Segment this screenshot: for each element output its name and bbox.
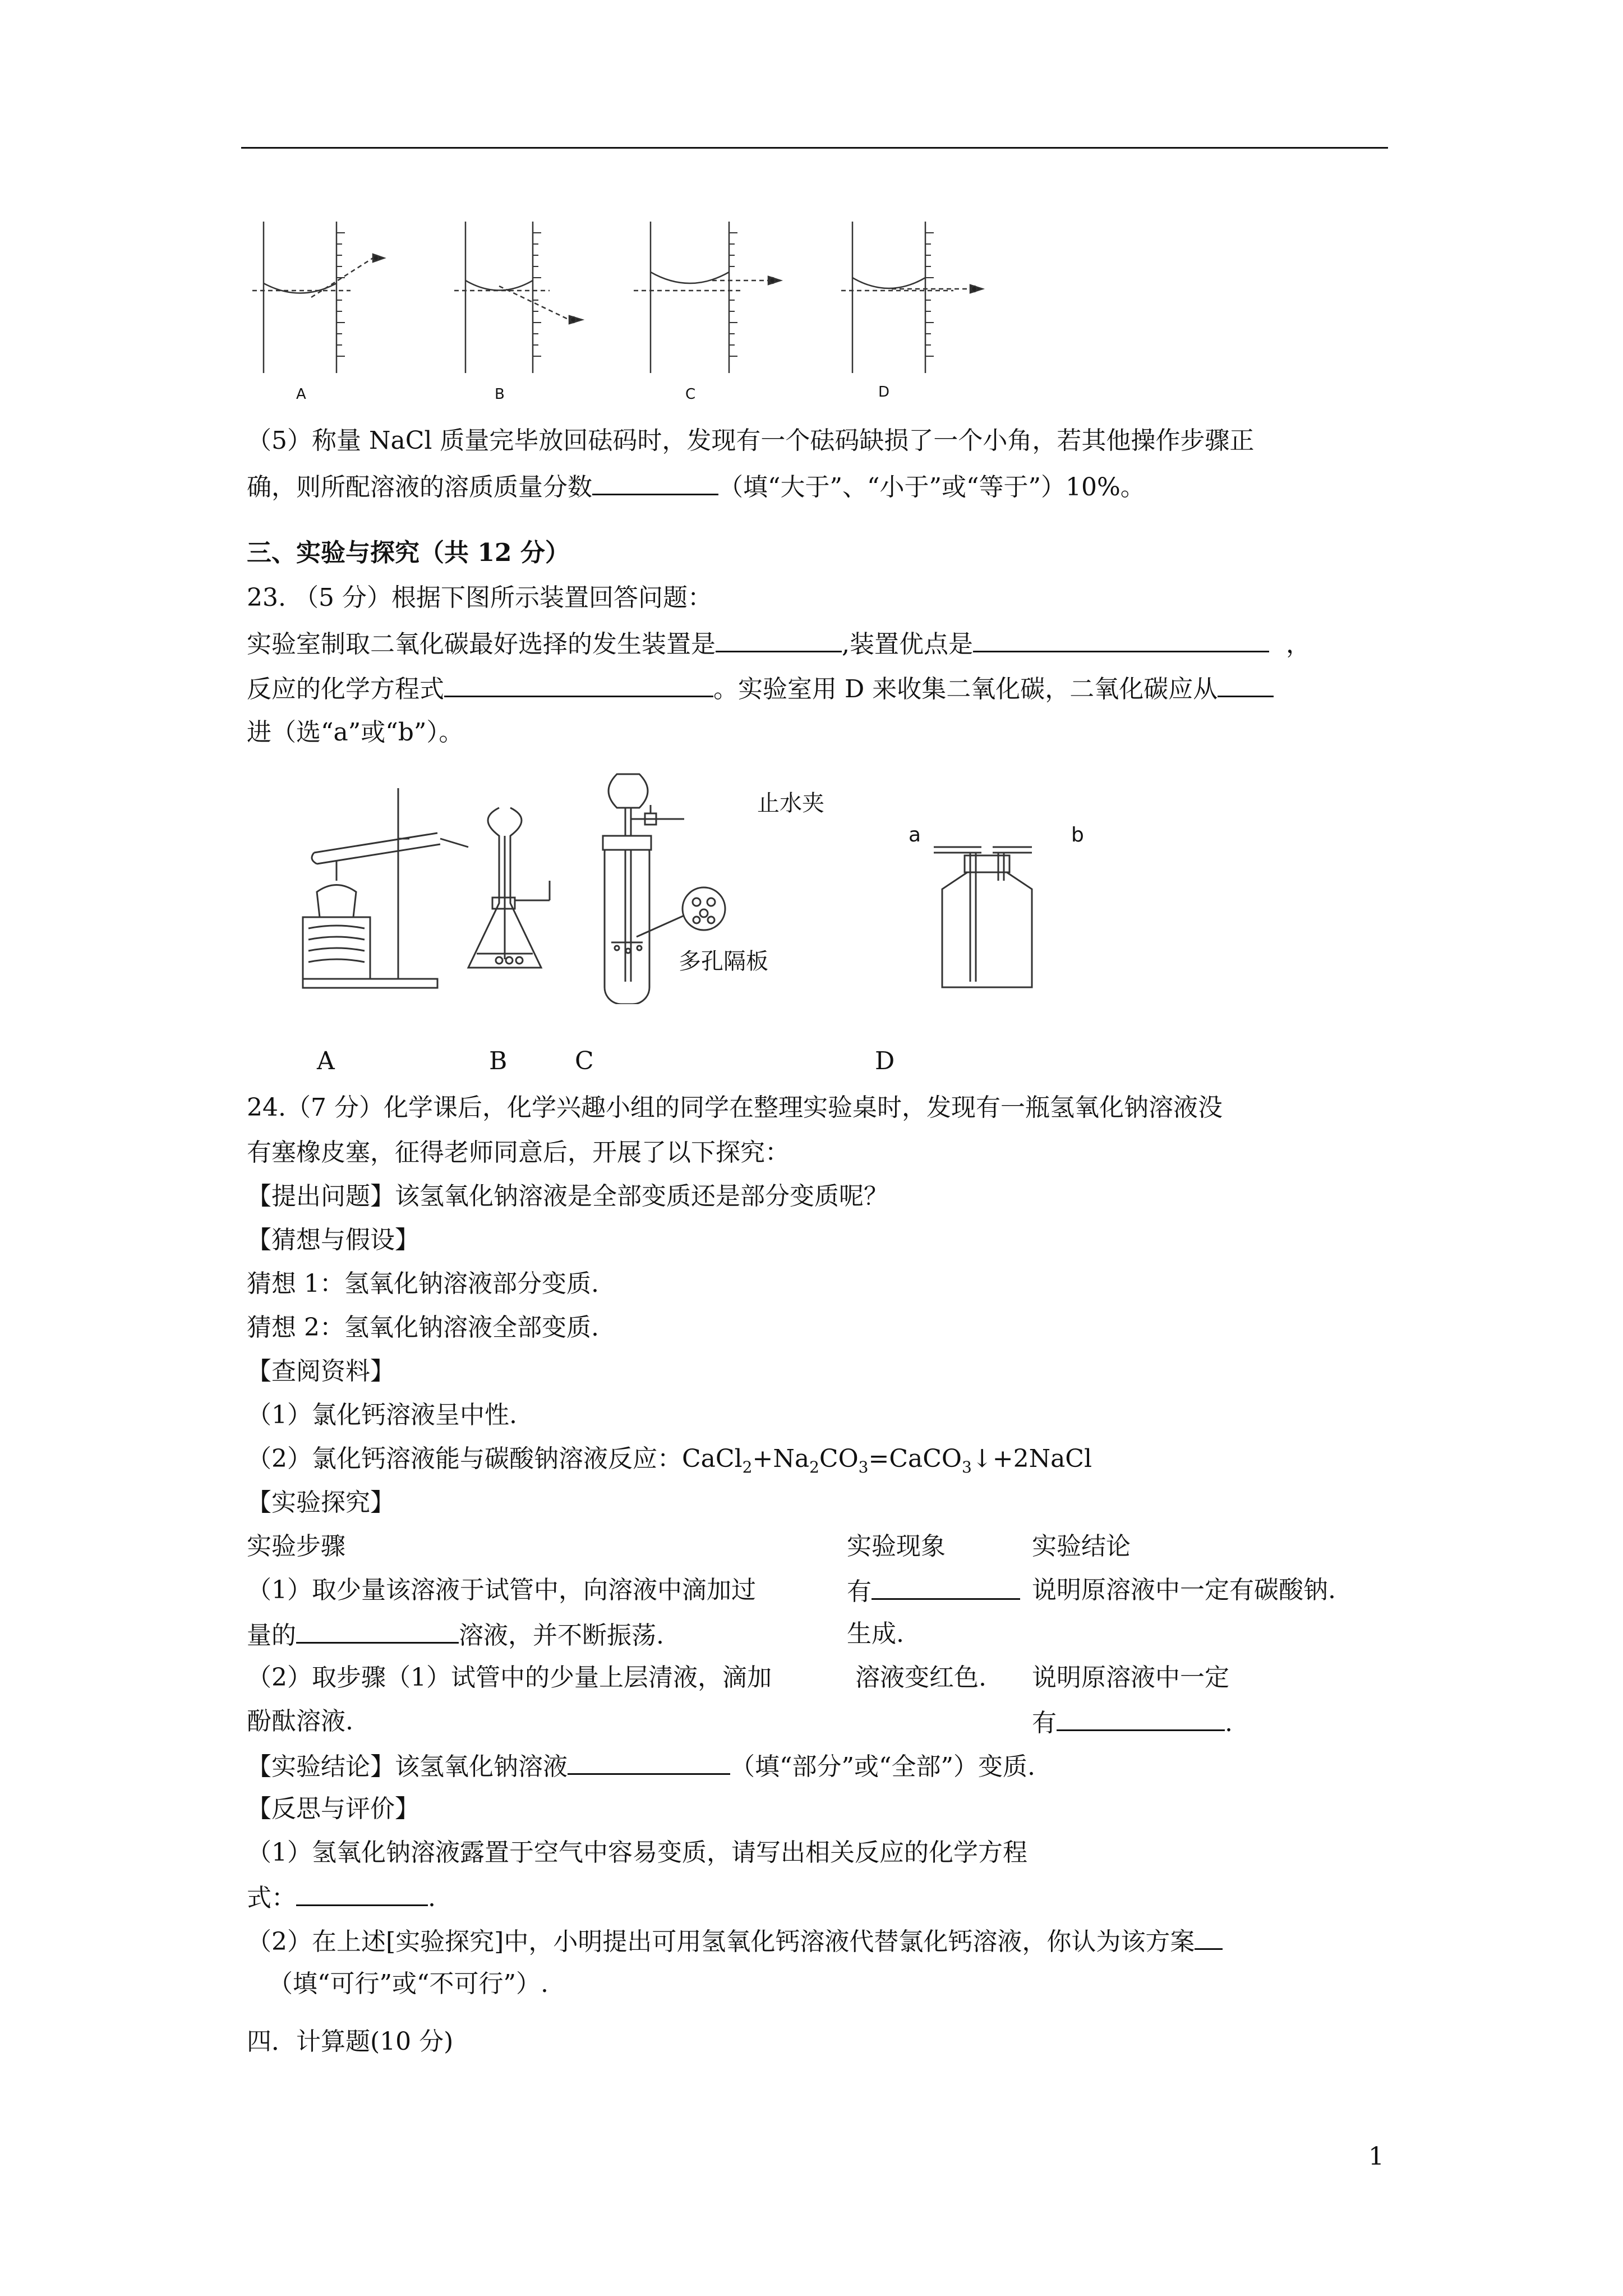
q24-reflect1a: （1）氢氧化钠溶液露置于空气中容易变质，请写出相关反应的化学方程: [247, 1838, 1027, 1867]
cylinder-reading-diagrams: [247, 216, 998, 407]
table-r2-conclusion-b: 有 .: [1032, 1705, 1233, 1740]
q24-intro1: 24.（7 分）化学课后，化学兴趣小组的同学在整理实验桌时，发现有一瓶氢氧化钠溶液没: [247, 1093, 1223, 1122]
apparatus-label-c: C: [575, 1047, 594, 1075]
q24-question: 【提出问题】该氢氧化钠溶液是全部变质还是部分变质呢？: [247, 1182, 888, 1211]
q24-conclusion: 【实验结论】该氢氧化钠溶液 （填“部分”或“全部”）变质.: [247, 1749, 1035, 1784]
q23-line3: 进（选“a”或“b”）。: [247, 718, 464, 747]
q24-hypo-head: 【猜想与假设】: [247, 1226, 419, 1254]
porous-plate-label: 多孔隔板: [679, 949, 768, 974]
q23-line2: 反应的化学方程式 。实验室用 D 来收集二氧化碳，二氧化碳应从: [247, 671, 1274, 706]
answer-blank[interactable]: [716, 626, 842, 652]
page-number: 1: [1368, 2142, 1384, 2171]
cylinder-label-d: D: [878, 384, 890, 401]
table-col-step: 实验步骤: [247, 1532, 345, 1561]
port-a-label: a: [909, 823, 921, 846]
answer-blank[interactable]: [568, 1749, 730, 1775]
table-col-conclusion: 实验结论: [1032, 1532, 1131, 1561]
apparatus-label-a: A: [317, 1047, 335, 1075]
q23-intro: 23. （5 分）根据下图所示装置回答问题：: [247, 583, 712, 612]
q24-reflect1b: 式： .: [247, 1880, 436, 1915]
section-3-heading: 三、实验与探究（共 12 分）: [247, 539, 570, 567]
q24-ref-head: 【查阅资料】: [247, 1357, 395, 1386]
answer-blank[interactable]: [592, 469, 718, 495]
apparatus-label-b: B: [489, 1047, 508, 1075]
answer-blank[interactable]: [1057, 1705, 1225, 1731]
table-r2-step-b: 酚酞溶液.: [247, 1707, 353, 1736]
port-b-label: b: [1071, 823, 1084, 846]
q24-exp-head: 【实验探究】: [247, 1488, 395, 1517]
cylinder-label-c: C: [685, 386, 696, 403]
apparatus-b: [468, 808, 550, 968]
clamp-label: 止水夹: [757, 790, 824, 816]
table-r2-step-a: （2）取步骤（1）试管中的少量上层清液，滴加: [247, 1663, 772, 1692]
cylinder-d-figure: [841, 222, 983, 373]
answer-blank[interactable]: [872, 1573, 1020, 1600]
answer-blank[interactable]: [296, 1617, 459, 1644]
q24-reflect-head: 【反思与评价】: [247, 1795, 419, 1823]
answer-blank[interactable]: [973, 626, 1269, 652]
table-r1-step-b: 量的 溶液，并不断振荡.: [247, 1617, 664, 1653]
q24-reflect2a: （2）在上述[实验探究]中，小明提出可用氢氧化钙溶液代替氯化钙溶液，你认为该方案: [247, 1924, 1223, 1959]
header-rule: [241, 147, 1388, 149]
q24-ref1: （1）氯化钙溶液呈中性.: [247, 1401, 517, 1429]
q22-5-line1: （5）称量 NaCl 质量完毕放回砝码时，发现有一个砝码缺损了一个小角，若其他操作步骤正: [247, 426, 1255, 455]
cylinder-c-figure: [634, 222, 781, 373]
q24-hypo1: 猜想 1：氢氧化钠溶液部分变质.: [247, 1269, 599, 1298]
cylinder-label-b: B: [495, 386, 505, 403]
table-r1-conclusion: 说明原溶液中一定有碳酸钠.: [1032, 1576, 1336, 1604]
table-r1-step-a: （1）取少量该溶液于试管中，向溶液中滴加过: [247, 1576, 756, 1604]
apparatus-d: [934, 847, 1032, 987]
q22-5-line2: 确，则所配溶液的溶质质量分数 （填“大于”、“小于”或“等于”）10%。: [247, 469, 1145, 504]
q24-ref2: （2）氯化钙溶液能与碳酸钠溶液反应：$CaCl_2+Na_2CO_3=CaCO_3↓+2NaCl$: [247, 1444, 1092, 1476]
table-r2-conclusion-a: 说明原溶液中一定: [1032, 1663, 1229, 1692]
table-r1-phen-b: 生成.: [847, 1619, 904, 1648]
cylinder-a-figure: [252, 222, 384, 373]
q24-hypo2: 猜想 2：氢氧化钠溶液全部变质.: [247, 1313, 599, 1342]
answer-blank[interactable]: [1195, 1924, 1223, 1950]
apparatus-a: [303, 788, 468, 988]
q23-line1: 实验室制取二氧化碳最好选择的发生装置是 ,装置优点是 ，: [247, 626, 1311, 661]
q24-intro2: 有塞橡皮塞，征得老师同意后，开展了以下探究：: [247, 1138, 790, 1167]
answer-blank[interactable]: [1218, 671, 1274, 697]
apparatus-label-d: D: [875, 1047, 895, 1075]
cylinder-label-a: A: [296, 386, 306, 403]
table-r1-phen-a: 有: [847, 1573, 1020, 1609]
table-r2-phenomenon: 溶液变红色.: [855, 1663, 986, 1692]
q24-reflect2b: （填“可行”或“不可行”）.: [268, 1970, 548, 1998]
section-4-heading: 四．计算题(10 分): [247, 2027, 454, 2056]
table-col-phenomenon: 实验现象: [847, 1532, 946, 1561]
answer-blank[interactable]: [444, 671, 713, 697]
answer-blank[interactable]: [296, 1880, 428, 1906]
cylinder-b-figure: [454, 222, 582, 373]
